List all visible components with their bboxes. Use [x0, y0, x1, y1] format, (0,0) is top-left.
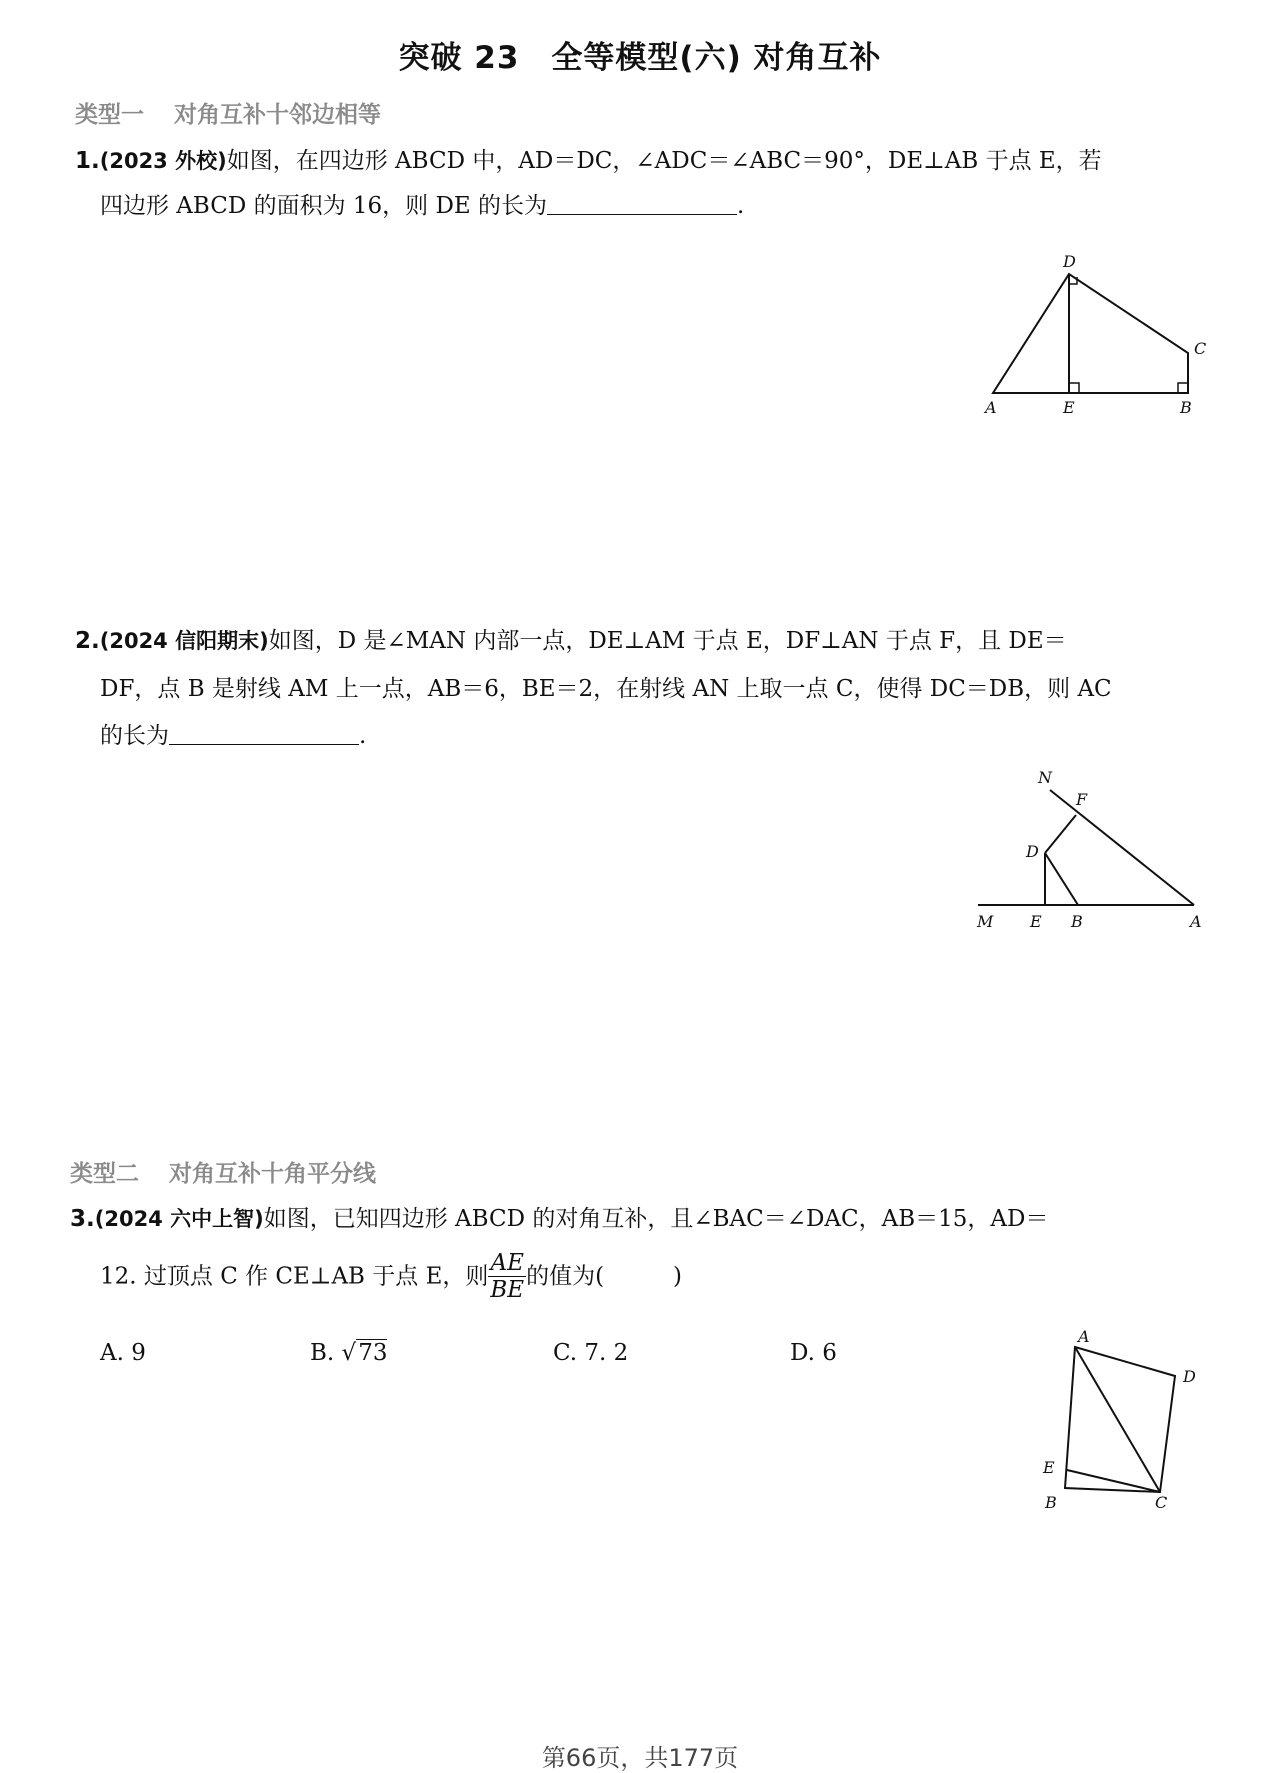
question-2-line-3	[100, 724, 366, 748]
fraction-denominator: BE	[490, 1277, 525, 1304]
question-text: DF，点 B 是射线 AM 上一点，AB＝6，BE＝2，在射线 AN 上取一点 C，使得 DC＝DB，则 AC	[100, 676, 1112, 702]
question-2-line-1	[75, 630, 1067, 653]
segment-db	[1045, 853, 1078, 905]
point-label-c: C	[1155, 1493, 1168, 1512]
section-name: 对角互补十角平分线	[169, 1161, 376, 1187]
point-label-b: B	[1180, 398, 1192, 417]
section-label: 类型一	[75, 102, 144, 128]
question-text: 如图，在四边形 ABCD 中，AD＝DC，∠ADC＝∠ABC＝90°，DE⊥AB 于点 E，若	[226, 148, 1102, 174]
question-number: 1.	[75, 148, 100, 174]
answer-blank[interactable]	[169, 724, 359, 745]
question-number: 2.	[75, 628, 100, 654]
sqrt-sign: √	[341, 1340, 357, 1366]
point-label-m: M	[977, 912, 994, 931]
quadrilateral-outline	[1065, 1347, 1175, 1492]
question-text: 的值为( )	[526, 1263, 683, 1290]
point-label-e: E	[1043, 1458, 1055, 1477]
question-text: 的长为	[100, 723, 169, 749]
section-heading-type-1	[75, 96, 381, 129]
question-2-line-2	[100, 678, 1112, 701]
point-label-a: A	[985, 398, 997, 417]
figure-cyclic-quadrilateral	[1030, 1320, 1210, 1520]
figure-quadrilateral-abcd	[980, 250, 1210, 420]
question-text-end: .	[359, 723, 367, 749]
point-label-a: A	[1078, 1327, 1090, 1346]
point-label-f: F	[1076, 790, 1088, 809]
question-text: 如图，D 是∠MAN 内部一点，DE⊥AM 于点 E，DF⊥AN 于点 F，且 DE＝	[268, 628, 1067, 654]
question-text: 如图，已知四边形 ABCD 的对角互补，且∠BAC＝∠DAC，AB＝15，AD＝	[263, 1206, 1049, 1232]
question-1-line-1	[75, 150, 1102, 173]
section-heading-type-2	[70, 1155, 376, 1188]
point-label-e: E	[1030, 912, 1042, 931]
segment-df	[1045, 815, 1076, 853]
point-label-a: A	[1190, 912, 1202, 931]
point-label-n: N	[1038, 768, 1052, 787]
question-source: (2024 六中上智)	[94, 1207, 264, 1231]
section-name: 对角互补十邻边相等	[174, 102, 381, 128]
point-label-b: B	[1071, 912, 1083, 931]
point-label-d: D	[1026, 842, 1039, 861]
point-label-e: E	[1063, 398, 1075, 417]
figure-angle-man	[970, 765, 1210, 935]
question-3-line-1	[70, 1208, 1048, 1231]
question-text-end: .	[737, 193, 745, 219]
option-a[interactable]: A. 9	[100, 1340, 146, 1366]
option-b-prefix: B.	[310, 1340, 342, 1366]
quadrilateral-outline	[993, 274, 1188, 393]
question-number: 3.	[70, 1206, 95, 1232]
sqrt-radicand: 73	[358, 1340, 388, 1366]
ray-an	[1050, 790, 1194, 905]
point-label-d: D	[1183, 1367, 1196, 1386]
answer-blank[interactable]	[547, 194, 737, 215]
right-angle-mark-e	[1069, 383, 1079, 393]
question-source: (2024 信阳期末)	[99, 629, 269, 653]
section-label: 类型二	[70, 1161, 139, 1187]
page-title: 突破 23 全等模型(六) 对角互补	[398, 40, 882, 76]
page-footer: 第66页，共177页	[541, 1744, 739, 1772]
point-label-b: B	[1045, 1493, 1057, 1512]
option-b[interactable]	[310, 1340, 387, 1366]
question-3-line-2	[100, 1250, 682, 1304]
right-angle-mark-b	[1178, 383, 1188, 393]
question-1-line-2	[100, 194, 744, 218]
option-c[interactable]: C. 7. 2	[553, 1340, 629, 1366]
question-text: 12. 过顶点 C 作 CE⊥AB 于点 E，则	[100, 1263, 489, 1290]
fraction-numerator: AE	[488, 1250, 526, 1277]
question-text: 四边形 ABCD 的面积为 16，则 DE 的长为	[100, 193, 548, 219]
point-label-d: D	[1063, 252, 1076, 271]
question-source: (2023 外校)	[99, 149, 227, 173]
option-d[interactable]: D. 6	[790, 1340, 837, 1366]
point-label-c: C	[1194, 339, 1207, 358]
fraction-ae-over-be	[488, 1250, 526, 1304]
